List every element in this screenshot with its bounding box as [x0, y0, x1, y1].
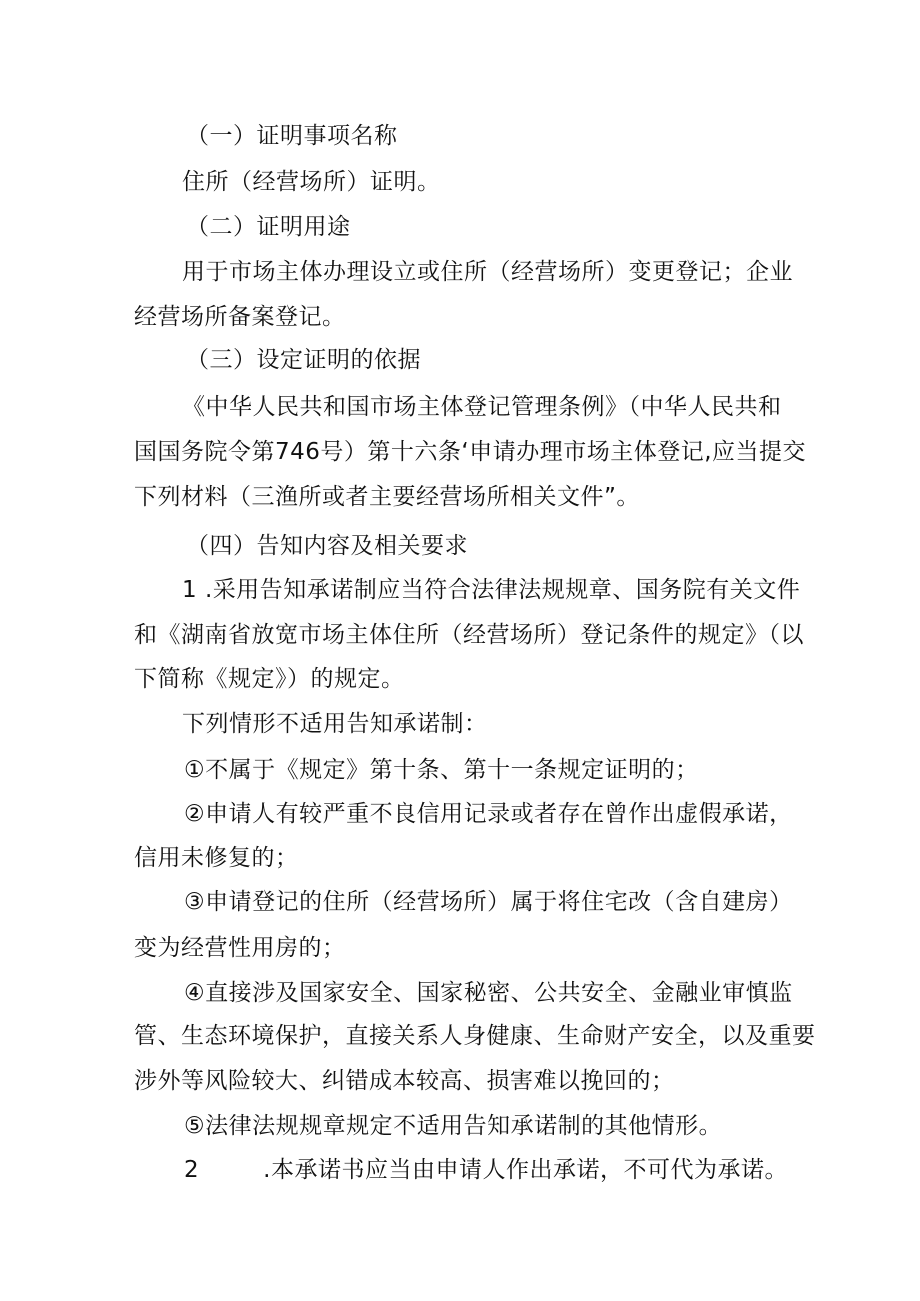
- section-heading-4: （四）告知内容及相关要求: [186, 533, 468, 559]
- paragraph-line: 下列材料（三渔所或者主要经营场所相关文件”。: [134, 484, 640, 510]
- paragraph-line: 下列情形不适用告知承诺制：: [182, 711, 488, 737]
- section-heading-2: （二）证明用途: [186, 214, 351, 240]
- list-item-continuation: 信用未修复的；: [134, 845, 299, 871]
- list-item: ④直接涉及国家安全、国家秘密、公共安全、金融业审慎监: [184, 980, 793, 1006]
- paragraph-line: 1 .采用告知承诺制应当符合法律法规规章、国务院有关文件: [182, 577, 801, 603]
- paragraph-number: 2: [184, 1157, 200, 1183]
- paragraph-line: 和《湖南省放宽市场主体住所（经营场所）登记条件的规定》（以: [134, 622, 804, 648]
- paragraph-text: .本承诺书应当由申请人作出承诺，不可代为承诺。: [263, 1157, 788, 1183]
- paragraph-line: 住所（经营场所）证明。: [182, 169, 441, 195]
- paragraph-line: 《中华人民共和国市场主体登记管理条例》（中华人民共和: [182, 394, 782, 420]
- section-heading-3: （三）设定证明的依据: [186, 347, 421, 373]
- list-item-continuation: 管、生态环境保护，直接关系人身健康、生命财产安全，以及重要: [134, 1023, 816, 1049]
- list-item: ①不属于《规定》第十条、第十一条规定证明的；: [184, 757, 699, 783]
- paragraph-line: 下简称《规定》）的规定。: [134, 666, 405, 692]
- list-item: ②申请人有较严重不良信用记录或者存在曾作出虚假承诺，: [184, 801, 793, 827]
- paragraph-line: 国国务院令第746号）第十六条‘申请办理市场主体登记,应当提交: [134, 439, 807, 465]
- numbered-paragraph: [0, 1155, 920, 1185]
- paragraph-line: 经营场所备案登记。: [134, 304, 346, 330]
- paragraph-line: 用于市场主体办理设立或住所（经营场所）变更登记；企业: [182, 259, 793, 285]
- list-item: ⑤法律法规规章规定不适用告知承诺制的其他情形。: [184, 1113, 723, 1139]
- list-item-continuation: 变为经营性用房的；: [134, 935, 346, 961]
- list-item-continuation: 涉外等风险较大、纠错成本较高、损害难以挽回的；: [134, 1068, 675, 1094]
- section-heading-1: （一）证明事项名称: [186, 123, 398, 149]
- list-item: ③申请登记的住所（经营场所）属于将住宅改（含自建房）: [184, 889, 793, 915]
